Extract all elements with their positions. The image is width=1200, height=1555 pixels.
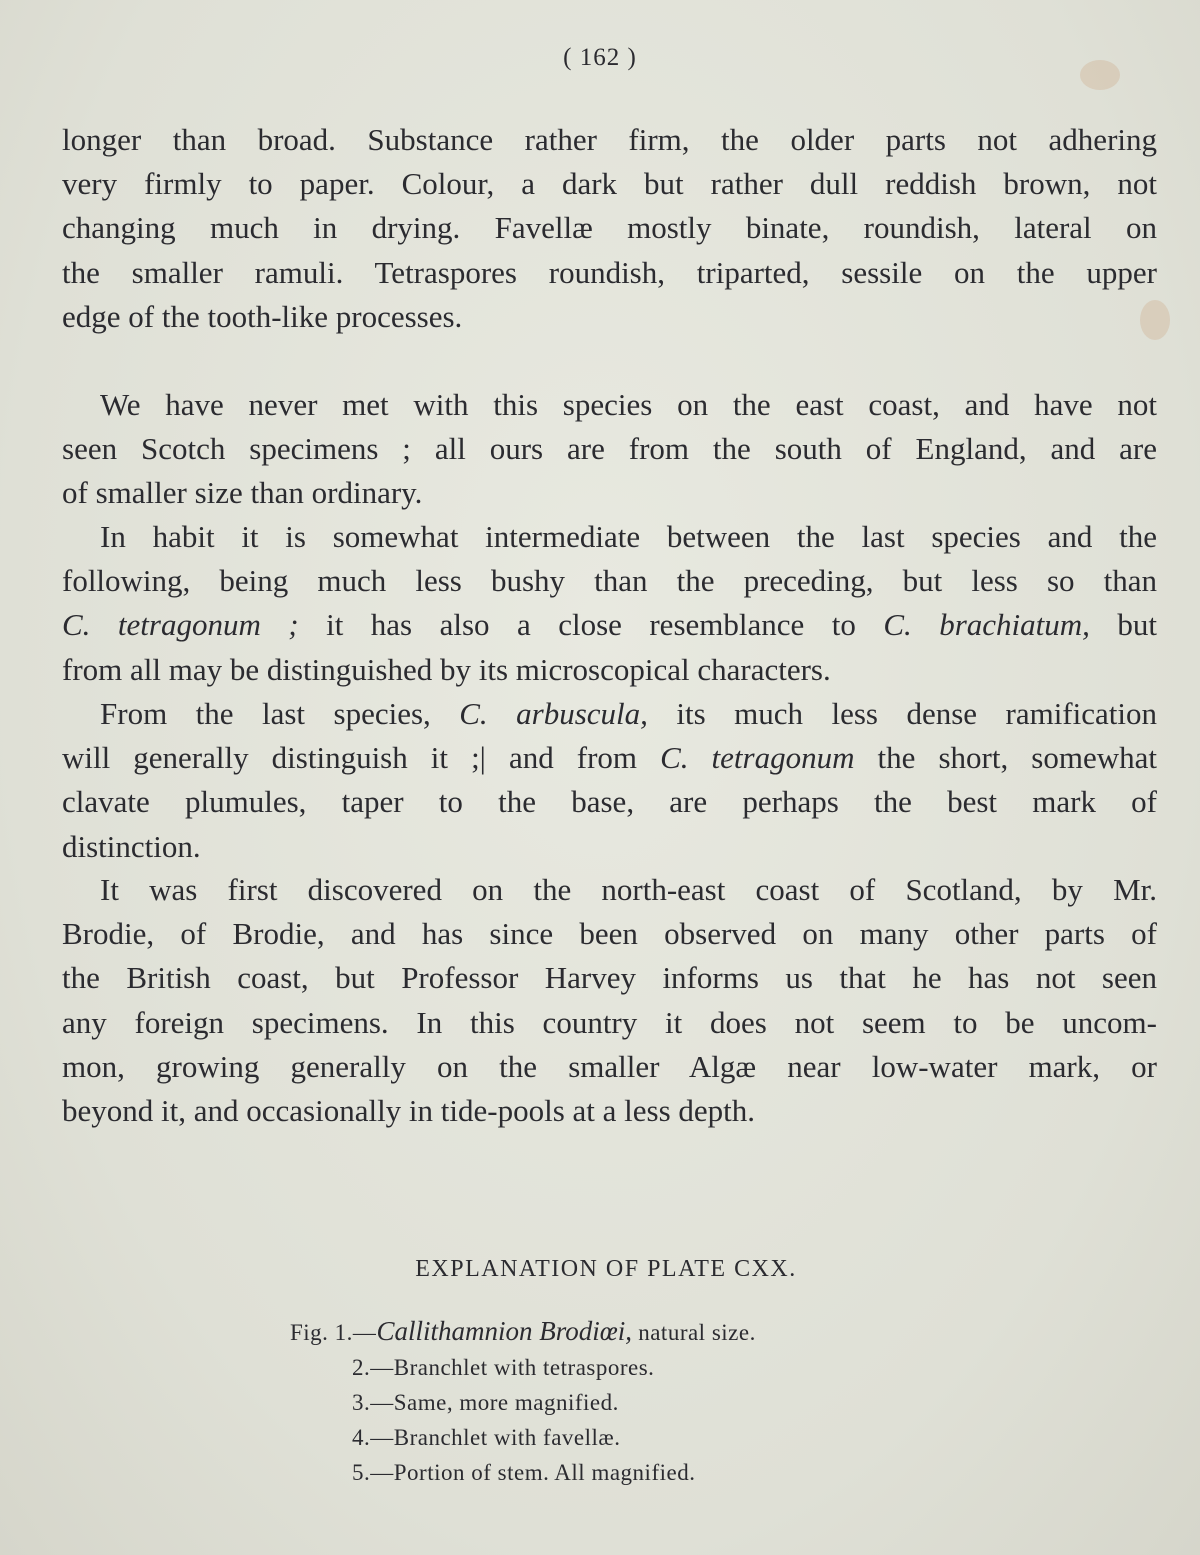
figure-caption: 5.—Portion of stem. All magnified. — [352, 1460, 696, 1485]
text-line: distinction. — [62, 828, 201, 864]
text-line: clavate plumules, taper to the base, are perhaps the best mark of — [62, 784, 1157, 820]
text-fragment: will generally distinguish it ;| and from — [62, 740, 661, 776]
figure-item — [290, 1314, 756, 1350]
text-line — [62, 603, 1157, 647]
figure-item — [290, 1350, 756, 1385]
text-line: It was first discovered on the north-east coast of Scotland, by Mr. — [100, 872, 1157, 907]
species-name: C. tetragonum — [660, 740, 855, 776]
text-fragment: its much less dense ramification — [647, 696, 1157, 731]
figure-item — [290, 1385, 756, 1420]
figure-prefix: Fig. 1.— — [290, 1320, 377, 1345]
species-name: Callithamnion Brodiœi, — [376, 1316, 632, 1346]
text-line: changing much in drying. Favellæ mostly binate, roundish, lateral on — [62, 210, 1157, 246]
text-line: beyond it, and occasionally in tide-pools at a less depth. — [62, 1093, 756, 1129]
text-line: seen Scotch specimens ; all ours are from the south of England, and are — [62, 431, 1157, 467]
figure-caption: 4.—Branchlet with favellæ. — [352, 1425, 621, 1450]
figure-caption: natural size. — [631, 1320, 756, 1345]
text-line: mon, growing generally on the smaller Algæ near low-water mark, or — [62, 1048, 1157, 1084]
text-line: longer than broad. Substance rather firm, the older parts not adhering — [62, 122, 1157, 157]
text-line: very firmly to paper. Colour, a dark but rather dull reddish brown, not — [62, 166, 1157, 202]
figure-caption: 3.—Same, more magnified. — [352, 1390, 619, 1415]
paragraph-habit — [62, 515, 1157, 692]
text-line: following, being much less bushy than the preceding, but less so than — [62, 563, 1157, 599]
species-name: C. arbuscula, — [459, 696, 648, 731]
species-name: C. tetragonum ; — [62, 607, 299, 643]
text-fragment: but — [1089, 607, 1158, 643]
plate-explanation-title: EXPLANATION OF PLATE CXX. — [415, 1256, 797, 1282]
text-line: the smaller ramuli. Tetraspores roundish, triparted, sessile on the upper — [62, 254, 1157, 290]
figure-caption: 2.—Branchlet with tetraspores. — [352, 1355, 655, 1380]
text-line: the British coast, but Professor Harvey informs us that he has not seen — [62, 960, 1157, 996]
text-line — [62, 692, 1157, 736]
text-line: from all may be distinguished by its microscopical characters. — [62, 651, 831, 687]
text-line: In habit it is somewhat intermediate between the last species and the — [100, 519, 1157, 554]
page-number: ( 162 ) — [563, 44, 637, 71]
text-line — [62, 736, 1157, 780]
text-line: of smaller size than ordinary. — [62, 475, 423, 511]
paragraph-east-coast — [62, 383, 1157, 516]
text-line: Brodie, of Brodie, and has since been observed on many other parts of — [62, 916, 1157, 952]
text-fragment: From the last species, — [100, 696, 460, 731]
paragraph-distinction — [62, 692, 1157, 869]
text-line: any foreign specimens. In this country it does not seem to be uncom- — [62, 1004, 1157, 1040]
species-name: C. brachiatum, — [883, 607, 1090, 643]
paragraph-description — [62, 118, 1157, 339]
text-line: edge of the tooth-like processes. — [62, 298, 463, 334]
text-fragment: the short, somewhat — [854, 740, 1157, 776]
figure-item — [290, 1455, 756, 1490]
figure-item — [290, 1420, 756, 1455]
text-line: We have never met with this species on the east coast, and have not — [100, 387, 1157, 422]
figure-list — [290, 1314, 756, 1490]
text-fragment: it has also a close resemblance to — [298, 607, 884, 643]
paragraph-discovery — [62, 868, 1157, 1133]
